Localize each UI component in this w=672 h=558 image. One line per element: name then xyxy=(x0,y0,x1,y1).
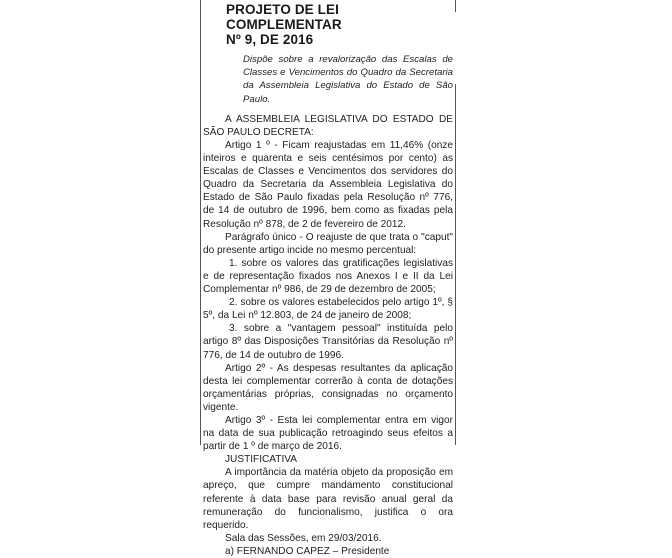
preamble: A ASSEMBLEIA LEGISLATIVA DO ESTADO DE SÃO PAULO DECRETA: xyxy=(203,113,453,138)
item-2: 2. sobre os valores estabelecidos pelo artigo 1º, § 5º, da Lei nº 12.803, de 24 de janeiro de 2008; xyxy=(203,297,453,322)
column-divider-right xyxy=(455,84,456,445)
artigo-3: Artigo 3º - Esta lei complementar entra em vigor na data de sua publicação retroagindo seus efeitos a partir de 1 º de março de 2016. xyxy=(203,414,453,453)
document-column xyxy=(203,0,453,558)
artigo-2: Artigo 2º - As despesas resultantes da aplicação desta lei complementar correrão à conta de dotações orçamentárias próprias, consignadas no orçamento vigente. xyxy=(203,362,453,413)
column-divider-left xyxy=(200,0,201,445)
title-line-1: PROJETO DE LEI COMPLEMENTAR xyxy=(226,2,342,32)
assinatura: a) FERNANDO CAPEZ – Presidente xyxy=(225,545,390,557)
justificativa-heading: JUSTIFICATIVA xyxy=(225,454,297,466)
paragrafo-unico: Parágrafo único - O reajuste de que trata o "caput" do presente artigo incide no mesmo percentual: xyxy=(203,231,453,256)
artigo-1: Artigo 1 º - Ficam reajustadas em 11,46% (onze inteiros e quarenta e seis centésimos por cento) as Escalas de Classes e Vencimentos dos servidores do Quadro da Secretaria da Assembleia Legislativa do Estado de São Paulo fixadas pela Resolução nº 776, de 14 de outubro de 1996, bem como as fixadas pela Resolução nº 878, de 2 de fevereiro de 2012. xyxy=(203,140,453,230)
column-divider-right-top xyxy=(455,0,456,12)
ementa: Dispõe sobre a revalorização das Escalas de Classes e Vencimentos do Quadro da Secretaria da Assembleia Legislativa do Estado de São Paulo. xyxy=(243,54,453,105)
title-line-2: Nº 9, DE 2016 xyxy=(226,32,314,47)
item-3: 3. sobre a "vantagem pessoal" instituída pelo artigo 8º das Disposições Transitórias da Resolução nº 776, de 14 de outubro de 1996. xyxy=(203,323,453,361)
sala-das-sessoes: Sala das Sessões, em 29/03/2016. xyxy=(225,532,382,544)
item-1: 1. sobre os valores das gratificações legislativas e de representação fixados nos Anexos I e II da Lei Complementar nº 986, de 29 de dezembro de 2005; xyxy=(203,257,453,296)
justificativa-text: A importância da matéria objeto da proposição em apreço, que cumpre mandamento constitucional referente à data base para revisão anual geral da remuneração do funcionalismo, justifica o ora requerido. xyxy=(203,467,453,531)
